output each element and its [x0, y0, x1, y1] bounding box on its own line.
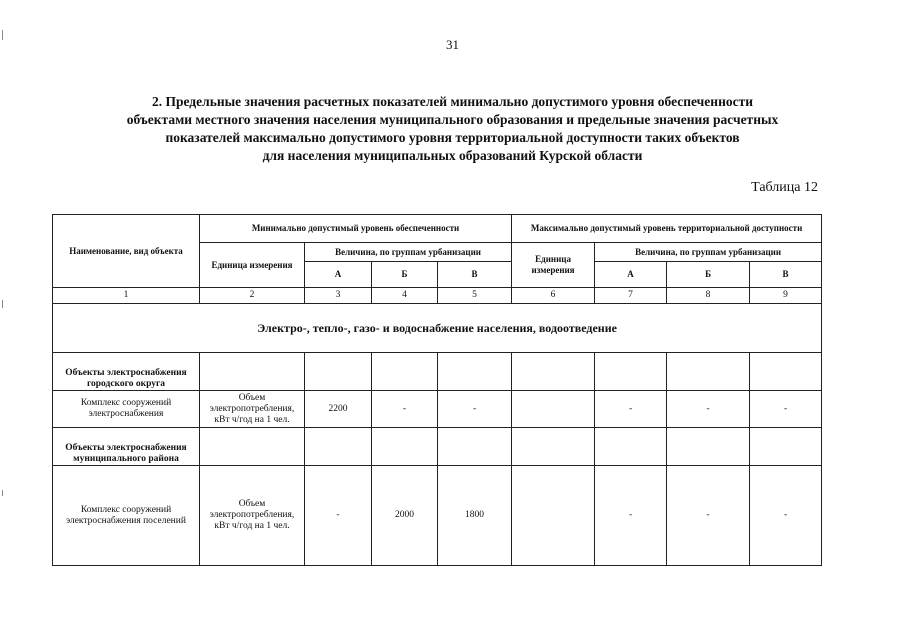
- table-row: [53, 428, 822, 466]
- standards-table: [52, 214, 822, 566]
- heading-line: показателей максимально допустимого уровня территориальной доступности таких объектов: [165, 130, 740, 145]
- unit-cell: Объем электропотребления, кВт ч/год на 1 чел.: [200, 466, 305, 566]
- column-number: 6: [512, 288, 595, 304]
- header-group-v: В: [438, 262, 512, 288]
- table-label: Таблица 12: [751, 180, 818, 195]
- header-by-groups: Величина, по группам урбанизации: [595, 243, 822, 262]
- table-row: [53, 391, 822, 428]
- header-max-level: Максимальнo допустимый уровень территориальной доступности: [512, 215, 822, 243]
- header-group-a: А: [595, 262, 667, 288]
- column-number: 2: [200, 288, 305, 304]
- value-a: 2200: [305, 391, 372, 428]
- value-a-2: -: [595, 466, 667, 566]
- header-name-col: Наименование, вид объекта: [53, 215, 200, 288]
- value-a-2: -: [595, 391, 667, 428]
- value-a: -: [305, 466, 372, 566]
- header-group-v: В: [750, 262, 822, 288]
- heading-line: 2. Предельные значения расчетных показателей минимально допустимого уровня обеспеченности: [151, 94, 753, 109]
- heading-line: для населения муниципальных образований Курской области: [262, 148, 643, 163]
- column-number: 7: [595, 288, 667, 304]
- column-number: 1: [53, 288, 200, 304]
- header-group-a: А: [305, 262, 372, 288]
- table-row: [53, 353, 822, 391]
- section-title: Электро-, тепло-, газо- и водоснабжение населения, водоотведение: [53, 304, 822, 353]
- value-b: 2000: [372, 466, 438, 566]
- header-min-level: Минимально допустимый уровень обеспеченности: [200, 215, 512, 243]
- value-v-2: -: [750, 466, 822, 566]
- column-number: 3: [305, 288, 372, 304]
- column-number: 4: [372, 288, 438, 304]
- column-number: 8: [667, 288, 750, 304]
- header-group-b: Б: [667, 262, 750, 288]
- heading-line: объектами местного значения населения муниципального образования и предельные значения расчетных: [126, 112, 779, 127]
- object-name: Комплекс сооружений электроснабжения поселений: [53, 466, 200, 566]
- header-by-groups: Величина, по группам урбанизации: [305, 243, 512, 262]
- value-v: -: [438, 391, 512, 428]
- unit-cell-2: [512, 466, 595, 566]
- value-b-2: -: [667, 466, 750, 566]
- value-b: -: [372, 391, 438, 428]
- unit-cell: Объем электропотребления, кВт ч/год на 1 чел.: [200, 391, 305, 428]
- header-unit: Единица измерения: [512, 243, 595, 288]
- value-v-2: -: [750, 391, 822, 428]
- value-b-2: -: [667, 391, 750, 428]
- column-number: 9: [750, 288, 822, 304]
- group-name: Объекты электроснабжения городского округа: [53, 353, 200, 391]
- group-name: Объекты электроснабжения муниципального района: [53, 428, 200, 466]
- column-number: 5: [438, 288, 512, 304]
- table-row: [53, 466, 822, 566]
- document-heading: [60, 93, 845, 165]
- value-v: 1800: [438, 466, 512, 566]
- object-name: Комплекс сооружений электроснабжения: [53, 391, 200, 428]
- unit-cell-2: [512, 391, 595, 428]
- header-unit: Единица измерения: [200, 243, 305, 288]
- header-group-b: Б: [372, 262, 438, 288]
- page-number: 31: [446, 37, 459, 52]
